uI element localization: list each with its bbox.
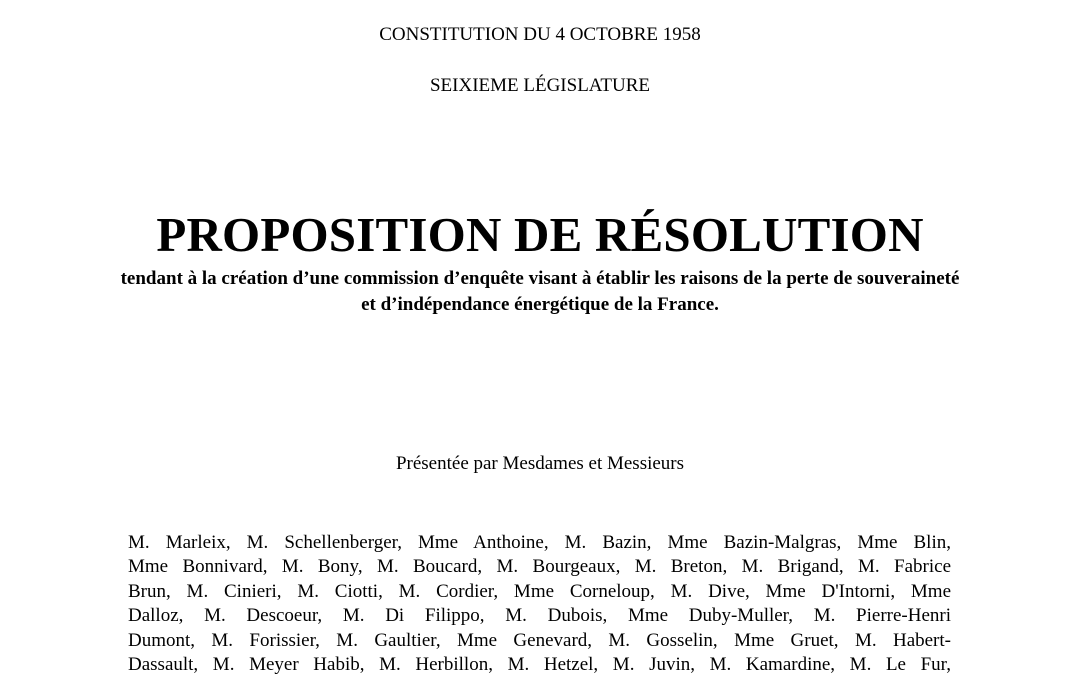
authors-line: Brun, M. Cinieri, M. Ciotti, M. Cordier, Mme Corneloup, M. Dive, Mme D'Intorni, Mme <box>128 580 951 602</box>
authors-line: Dassault, M. Meyer Habib, M. Herbillon, M. Hetzel, M. Juvin, M. Kamardine, M. Le Fur, <box>128 654 951 675</box>
presented-by-line: Présentée par Mesdames et Messieurs <box>395 453 685 474</box>
authors-line: Dalloz, M. Descoeur, M. Di Filippo, M. Dubois, Mme Duby-Muller, M. Pierre-Henri <box>128 605 951 627</box>
document-subtitle: tendant à la création d’une commission d’enquête visant à établir les raisons de la perte de souveraineté et d’indépendance énergétique de la France. <box>120 268 960 315</box>
constitution-header: CONSTITUTION DU 4 OCTOBRE 1958 <box>379 24 701 45</box>
authors-line: Dumont, M. Forissier, M. Gaultier, Mme Genevard, M. Gosselin, Mme Gruet, M. Habert- <box>128 629 951 651</box>
authors-line: M. Marleix, M. Schellenberger, Mme Anthoine, M. Bazin, Mme Bazin-Malgras, Mme Blin, <box>128 532 951 553</box>
authors-line: Mme Bonnivard, M. Bony, M. Boucard, M. Bourgeaux, M. Breton, M. Brigand, M. Fabrice <box>128 556 951 578</box>
authors-list <box>128 531 951 675</box>
document-title: PROPOSITION DE RÉSOLUTION <box>156 207 924 262</box>
legislature-header: SEIXIEME LÉGISLATURE <box>429 75 651 96</box>
